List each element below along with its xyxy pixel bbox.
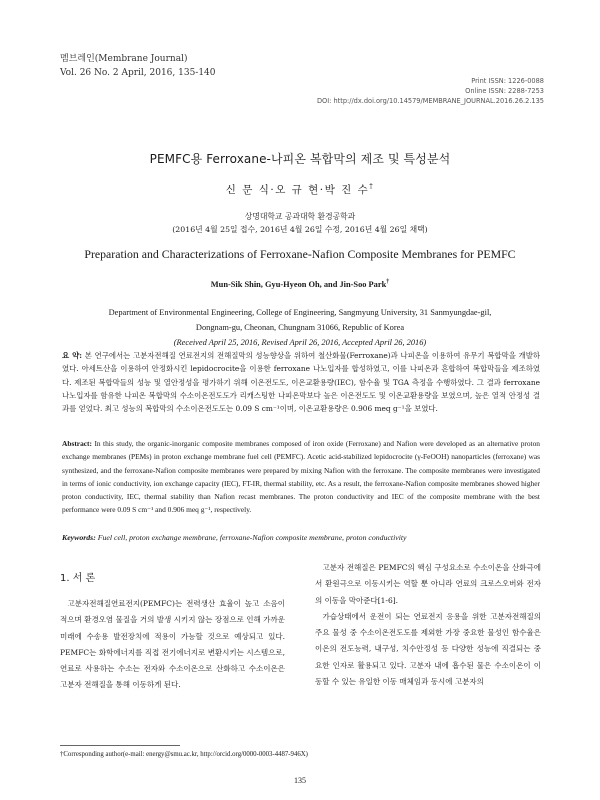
print-issn: Print ISSN: 1226-0088 — [471, 77, 544, 85]
abstract-english-text: In this study, the organic-inorganic composite membranes composed of iron oxide (Ferroxane) and Nafion were developed as an alternative proton exchange membranes (PEMs) in proton exchange membrane fuel cell (PEMFC). Acetic acid-stabilized lepidocrocite (γ-FeOOH) nanoparticles (ferroxane) was synthesized, and the ferroxane-Nafion composite membranes were prepared by mixing Nafion with the ferroxane. The composite membranes were investigated in terms of ionic conductivity, ion exchange capacity (IEC), FT-IR, thermal stability, etc. As a result, the ferroxane-Nafion composite membranes showed higher proton conductivity, IEC, thermal stability than Nafion recast membranes. The proton conductivity and IEC of the composite membrane with the best performance were 0.09 S cm⁻¹ and 0.906 meq g⁻¹, respectively. — [62, 439, 540, 515]
affiliation-english-block — [70, 305, 530, 350]
journal-citation: Vol. 26 No. 2 April, 2016, 135-140 — [60, 68, 216, 78]
authors-english-names: Mun-Sik Shin, Gyu-Hyeon Oh, and Jin-Soo Park — [210, 279, 387, 289]
abstract-korean-label: 요 약: — [62, 351, 82, 360]
section-heading-introduction: 1. 서 론 — [60, 573, 96, 584]
title-english: Preparation and Characterizations of Ferroxane-Nafion Composite Membranes for PEMFC — [84, 247, 516, 261]
abstract-english — [62, 437, 540, 517]
abstract-english-label: Abstract: — [62, 439, 92, 448]
footnote-corresponding-author: †Corresponding author(e-mail: energy@smu.ac.kr, http://orcid.org/0000-0003-4487-946X) — [60, 751, 308, 758]
corresponding-mark: † — [369, 182, 375, 191]
body-column-left — [60, 569, 285, 694]
body-column-right — [315, 560, 541, 690]
authors-korean — [0, 182, 600, 197]
doi-link[interactable]: DOI: http://dx.doi.org/10.14579/MEMBRANE_JOURNAL.2016.26.2.135 — [316, 97, 544, 105]
affiliation-korean: 상명대학교 공과대학 환경공학과 — [244, 212, 356, 221]
corresponding-mark-en: † — [386, 279, 390, 285]
received-dates-korean: (2016년 4월 25일 접수, 2016년 4월 26일 수정, 2016년 4월 26일 채택) — [172, 225, 428, 234]
received-dates-english: (Received April 25, 2016, Revised April 26, 2016, Accepted April 26, 2016) — [173, 338, 427, 347]
online-issn: Online ISSN: 2288-7253 — [465, 87, 544, 95]
authors-korean-names: 신 문 식·오 규 현·박 진 수 — [225, 184, 370, 196]
body-paragraph: 가습상태에서 운전이 되는 연료전지 응용을 위한 고분자전해질의 주요 물성 중 수소이온전도도를 제외한 가장 중요한 물성인 함수율은 이온의 전도능력, 내구성, 치수안정성 등 다양한 성능에 직결되는 중요한 인자로 활용되고 있다. 고분자 내에 흡수된 물은 수소이온이 이동할 수 있는 유일한 이동 매체임과 동시에 고분자의 — [315, 611, 541, 687]
issn-block — [317, 76, 544, 106]
authors-english — [0, 279, 600, 289]
abstract-korean-text: 본 연구에서는 고분자전해질 연료전지의 전해질막의 성능향상을 위하여 철산화물(Ferroxane)과 나피온을 이용하여 유무기 복합막을 개발하였다. 아세트산을 이용하여 안정화시킨 lepidocrocite을 이용한 ferroxane 나노입자를 합성하였고, 이를 나피온과 혼합하여 복합막들을 제조하였다. 제조된 복합막들의 성능 및 열안정성을 평가하기 위해 이온전도도, 이온교환용량(IEC), 함수율 및 TGA 측정을 수행하였다. 그 결과 ferroxane 나노입자를 함유한 나피온 복합막의 수소이온전도도가 리캐스팅한 나피온막보다 높은 이온전도도 및 이온교환용량을 보였으며, 높은 열적 안정성 결과를 얻었다. 최고 성능의 복합막의 수소이온전도도는 0.09 S cm⁻¹이며, 이온교환용량은 0.906 meq g⁻¹을 보였다. — [62, 351, 540, 414]
keywords-label: Keywords: — [62, 533, 96, 542]
title-korean: PEMFC용 Ferroxane-나피온 복합막의 제조 및 특성분석 — [149, 152, 451, 166]
abstract-korean — [62, 349, 540, 415]
affiliation-korean-block — [0, 210, 600, 236]
footnote-divider — [60, 745, 180, 746]
body-paragraph: 고분자 전해질은 PEMFC의 핵심 구성요소로 수소이온을 산화극에서 환원극으로 이동시키는 역할 뿐 아니라 연료의 크로스오버와 전자의 이동을 막아준다[1-6]. — [315, 563, 541, 605]
page-number: 135 — [294, 776, 306, 785]
journal-name: 멤브레인(Membrane Journal) — [60, 54, 188, 64]
affiliation-english-line1: Department of Environmental Engineering, College of Engineering, Sangmyung University, 31 Sanmyungdae-gil, — [108, 308, 492, 317]
keywords — [62, 533, 540, 542]
body-paragraph: 고분자전해질연료전지(PEMFC)는 전력생산 효율이 높고 소음이 적으며 환경오염 물질을 거의 발생 시키지 않는 장점으로 인해 가까운 미래에 수송용 발전장치에 적용이 가능할 것으로 예상되고 있다. PEMFC는 화학에너지를 직접 전기에너지로 변환시키는 시스템으로, 연료로 사용하는 수소는 전자와 수소이온으로 산화하고 수소이온은 고분자 전해질을 통해 이동하게 된다. — [60, 599, 285, 690]
journal-header — [60, 52, 216, 80]
keywords-text: Fuel cell, proton exchange membrane, ferroxane-Nafion composite membrane, proton conductivity — [97, 533, 407, 542]
affiliation-english-line2: Dongnam-gu, Cheonan, Chungnam 31066, Republic of Korea — [195, 323, 405, 332]
